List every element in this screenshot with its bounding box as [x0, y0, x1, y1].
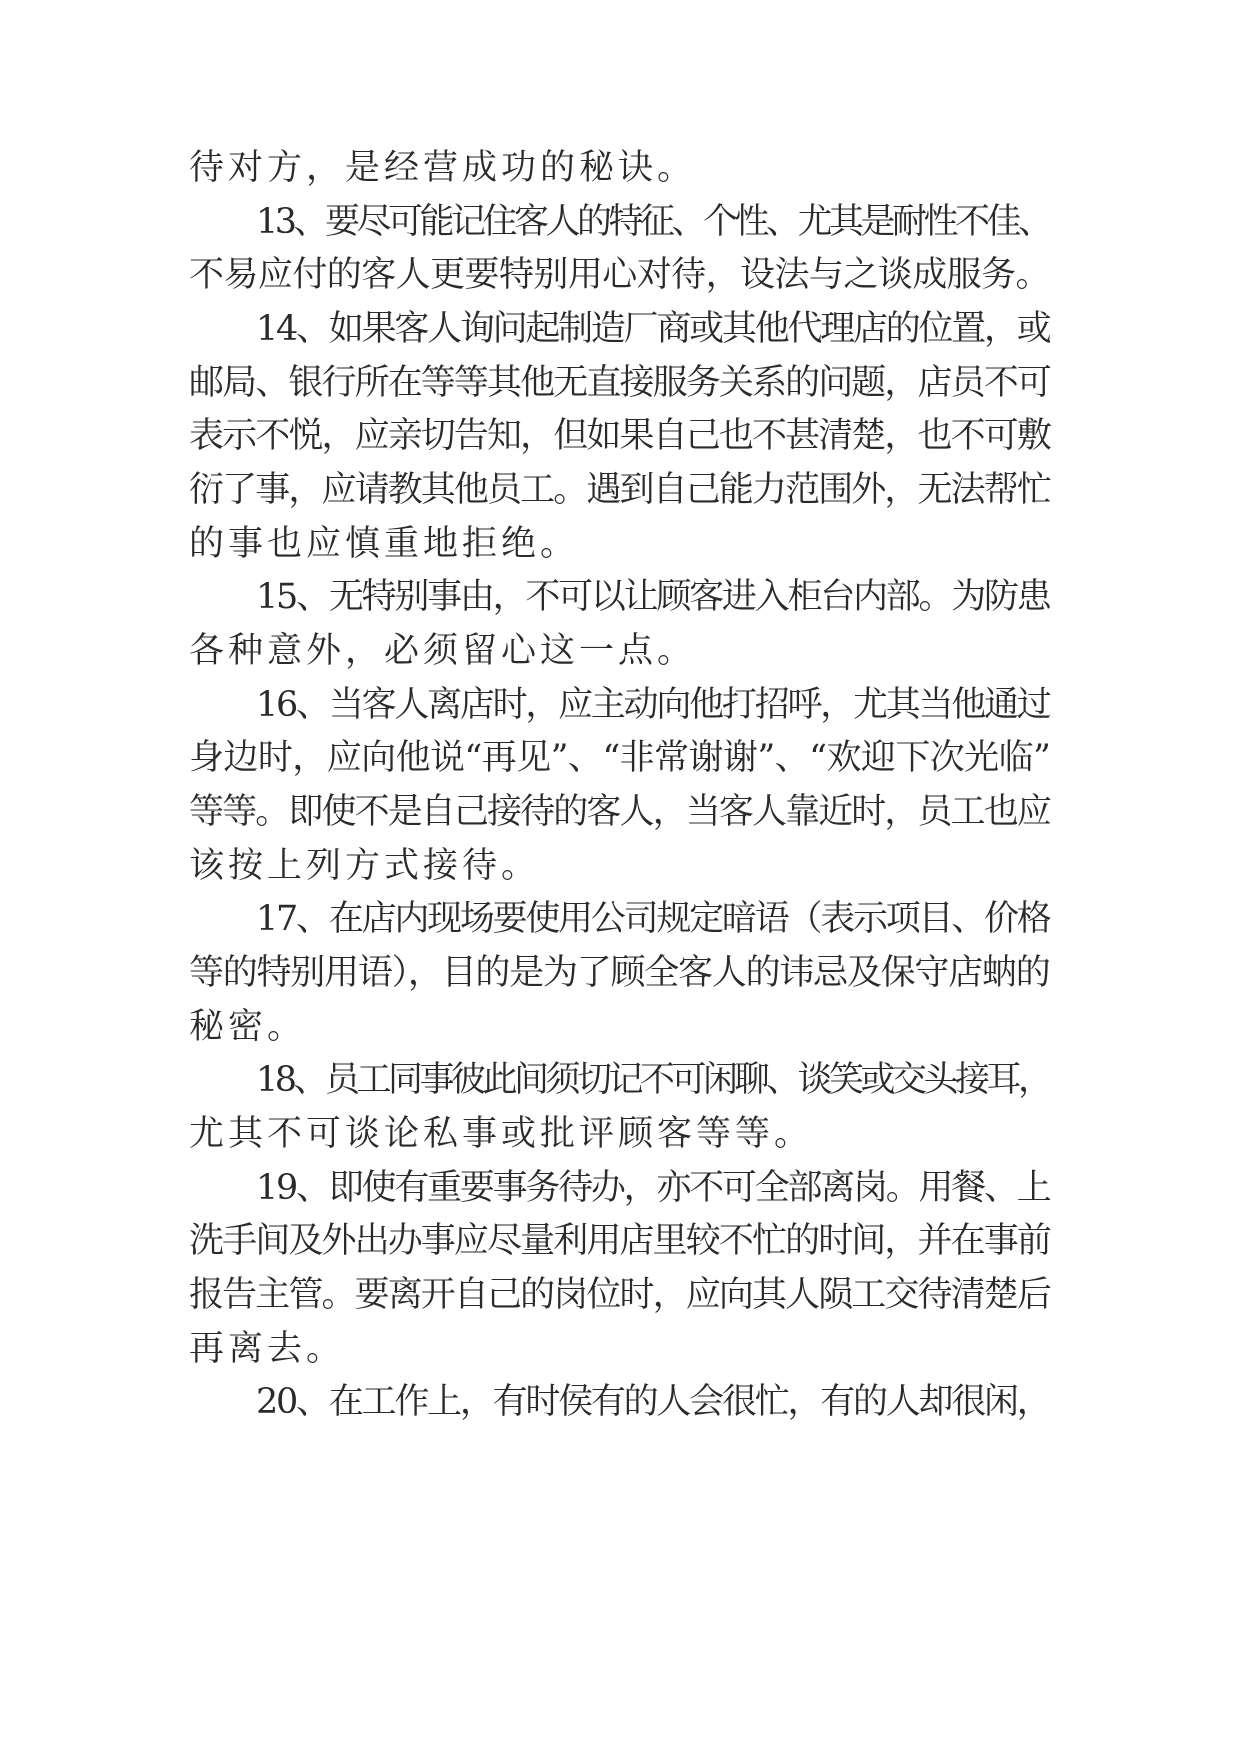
text-line: 待对方，是经营成功的秘诀。 [189, 148, 697, 188]
item-18-line: 18、员工同事彼此间须切记不可闲聊、谈笑或交头接耳， [256, 1060, 1050, 1100]
text-line: 表示不悦，应亲切告知，但如果自己也不甚清楚，也不可敷 [189, 416, 1051, 456]
item-19-line: 19、即使有重要事务待办，亦不可全部离岗。用餐、上 [256, 1168, 1050, 1208]
text-line: 各种意外，必须留心这一点。 [189, 631, 697, 671]
item-16-line: 16、当客人离店时，应主动向他打招呼，尤其当他通过 [256, 685, 1050, 725]
text-line: 该按上列方式接待。 [189, 846, 541, 886]
text-line: 身边时，应向他说“再见”、“非常谢谢”、“欢迎下次光临” [189, 738, 1051, 778]
item-20-line: 20、在工作上，有时侯有的人会很忙，有的人却很闲， [256, 1382, 1050, 1422]
text-line: 不易应付的客人更要特别用心对待，设法与之谈成服务。 [189, 255, 1051, 295]
item-13-line: 13、要尽可能记住客人的特征、个性、尤其是耐性不佳、 [256, 202, 1050, 242]
item-15-line: 15、无特别事由，不可以让顾客进入柜台内部。为防患 [256, 577, 1050, 617]
text-line: 再离去。 [189, 1329, 346, 1369]
text-line: 等的特别用语），目的是为了顾全客人的讳忌及保守店蚋的 [189, 953, 1050, 993]
text-line: 邮局、银行所在等等其他无直接服务关系的问题，店员不可 [189, 363, 1051, 403]
text-line: 等等。即使不是自己接待的客人，当客人靠近时，员工也应 [189, 792, 1051, 832]
text-line: 衍了事，应请教其他员工。遇到自己能力范围外，无法帮忙 [189, 470, 1051, 510]
text-line: 报告主管。要离开自己的岗位时，应向其人陨工交待清楚后 [189, 1275, 1051, 1315]
text-line: 洗手间及外出办事应尽量利用店里较不忙的时间，并在事前 [189, 1221, 1051, 1261]
item-14-line: 14、如果客人询问起制造厂商或其他代理店的位置，或 [256, 309, 1050, 349]
text-line: 秘密。 [189, 1007, 307, 1047]
text-line: 尤其不可谈论私事或批评顾客等等。 [189, 1114, 814, 1154]
item-17-line: 17、在店内现场要使用公司规定暗语（表示项目、价格 [256, 899, 1050, 939]
text-line: 的事也应慎重地拒绝。 [189, 524, 580, 564]
